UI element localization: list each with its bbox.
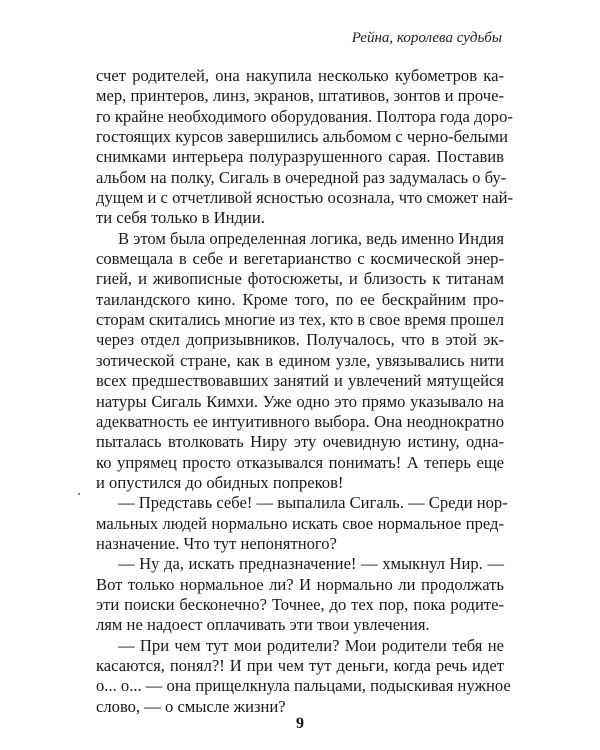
running-head-title: Рейна, королева судьбы xyxy=(351,30,502,46)
text-line: гостоящих курсов завершились альбомом с черно-белыми xyxy=(96,127,509,147)
body-text xyxy=(96,66,513,717)
text-line: таиландского кино. Кроме того, по ее бескрайним про- xyxy=(96,289,504,309)
text-line: всех предшествовавших занятий и увлечений мятущейся xyxy=(96,371,504,391)
text-line: — При чем тут мои родители? Мои родители тебя не xyxy=(118,635,504,655)
text-line: пыталась втолковать Ниру эту очевидную истину, одна- xyxy=(96,432,504,452)
page-number: 9 xyxy=(296,715,304,732)
text-line: касаются, понял?! И при чем тут деньги, когда речь идет xyxy=(96,655,504,675)
text-line: — Представь себе! — выпалила Сигаль. — Среди нор- xyxy=(118,493,508,513)
text-line: адекватность ее интуитивного выбора. Она неоднократно xyxy=(96,411,504,431)
text-line: слово, — о смысле жизни? xyxy=(96,696,286,716)
text-line: гией, и живописные фотосюжеты, и близость к титанам xyxy=(96,269,504,289)
text-line: сторам скитались многие из тех, кто в свое время прошел xyxy=(96,310,505,330)
text-line: мальных людей нормально искать свое нормальное пред- xyxy=(96,513,504,533)
text-line: назначение. Что тут непонятного? xyxy=(96,533,337,553)
text-line: го крайне необходимого оборудования. Полтора года доро- xyxy=(96,106,513,126)
text-line: совмещала в себе и вегетарианство с космической энер- xyxy=(96,249,504,269)
text-line: дущем и с отчетливой ясностью осознала, что сможет най- xyxy=(96,188,513,208)
text-line: зотической стране, как в едином узле, увязывались нити xyxy=(96,350,504,370)
text-line: через отдел допризывников. Получалось, что в этой эк- xyxy=(96,330,504,350)
text-line: о... о... — она прищелкнула пальцами, подыскивая нужное xyxy=(96,676,511,696)
text-line: мер, принтеров, линз, экранов, штативов, зонтов и проче- xyxy=(96,86,504,106)
text-line: В этом была определенная логика, ведь именно Индия xyxy=(118,228,504,248)
text-line: эти поиски бесконечно? Точнее, до тех пор, пока родите- xyxy=(96,594,504,614)
text-line: Вот только нормальное ли? И нормально ли продолжать xyxy=(96,574,504,594)
text-line: — Ну да, искать предназначение! — хмыкнул Нир. — xyxy=(118,554,504,574)
text-line: натуры Сигаль Кимхи. Уже одно это прямо указывало на xyxy=(96,391,504,411)
margin-speck xyxy=(78,493,80,495)
text-line: счет родителей, она накупила несколько кубометров ка- xyxy=(96,66,504,85)
text-line: и опустился до обидных попреков! xyxy=(96,472,344,492)
text-line: альбом на полку, Сигаль в очередной раз задумалась о бу- xyxy=(96,167,507,187)
text-line: лям не надоест оплачивать эти твои увлечения. xyxy=(96,615,430,635)
text-line: ти себя только в Индии. xyxy=(96,208,265,228)
text-line: снимками интерьера полуразрушенного сарая. Поставив xyxy=(96,147,504,167)
text-line: ко упрямец просто отказывался понимать! А теперь еще xyxy=(96,452,504,472)
